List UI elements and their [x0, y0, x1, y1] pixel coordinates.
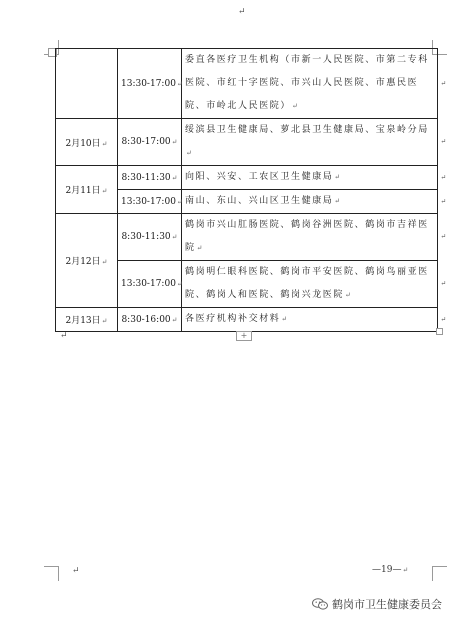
time-text: 8:30-17:00 — [121, 137, 171, 147]
table-row — [56, 214, 438, 261]
time-text: 13:30-17:00 — [121, 196, 176, 207]
table-add-row-button[interactable]: + — [236, 331, 252, 341]
units-cell[interactable]: 委直各医疗卫生机构（市新一人民医院、市第二专科医院、市红十字医院、市兴山人民医院、市惠民医院、市岭北人民医院）↵ ↵ — [182, 49, 438, 119]
wechat-icon — [312, 598, 328, 610]
time-text: 13:30-17:00 — [121, 279, 176, 289]
row-end-mark: ↵ — [440, 137, 448, 146]
row-end-mark: ↵ — [440, 279, 448, 288]
row-end-mark: ↵ — [440, 197, 448, 205]
units-text: 南山、东山、兴山区卫生健康局 — [185, 196, 334, 206]
watermark-text: 鹤岗市卫生健康委员会 — [332, 598, 442, 611]
units-cell[interactable]: 鹤岗明仁眼科医院、鹤岗市平安医院、鹤岗鸟丽亚医院、鹤岗人和医院、鹤岗兴龙医院↵ ↵ — [182, 261, 438, 308]
row-end-mark: ↵ — [440, 79, 448, 87]
date-text: 2月13日 — [65, 316, 101, 326]
date-cell[interactable]: 2月10日↵ — [56, 119, 118, 166]
date-cell[interactable] — [56, 49, 118, 119]
row-end-mark: ↵ — [440, 315, 448, 323]
paragraph-mark-footer: ↵ — [72, 566, 80, 576]
date-text: 2月11日 — [65, 186, 101, 196]
units-cell[interactable]: 鹤岗市兴山肛肠医院、鹤岗谷洲医院、鹤岗市吉祥医院↵ ↵ — [182, 214, 438, 261]
time-text: 8:30-11:30 — [121, 172, 171, 183]
crop-mark-bottom-right — [432, 566, 447, 581]
time-cell[interactable]: 13:30-17:00↵ — [118, 49, 182, 119]
units-text: 向阳、兴安、工农区卫生健康局 — [185, 172, 334, 182]
time-cell[interactable]: 13:30-17:00↵ — [118, 190, 182, 214]
paragraph-mark-after-table: ↵ — [60, 331, 68, 341]
schedule-table — [55, 48, 448, 332]
units-cell[interactable]: 绥滨县卫生健康局、萝北县卫生健康局、宝泉岭分局↵ ↵ — [182, 119, 438, 166]
source-watermark — [312, 596, 442, 612]
units-cell[interactable]: 各医疗机构补交材料↵ ↵ — [182, 308, 438, 332]
time-cell[interactable]: 8:30-11:30↵ — [118, 166, 182, 190]
time-text: 8:30-11:30 — [121, 232, 171, 242]
units-text: 绥滨县卫生健康局、萝北县卫生健康局、宝泉岭分局 — [185, 125, 429, 135]
units-cell[interactable]: 向阳、兴安、工农区卫生健康局↵ ↵ — [182, 166, 438, 190]
table-resize-handle[interactable] — [436, 328, 443, 335]
paragraph-mark-top: ↵ — [238, 7, 246, 17]
table-row — [56, 308, 438, 332]
units-text: 鹤岗市兴山肛肠医院、鹤岗谷洲医院、鹤岗市吉祥医院 — [185, 220, 429, 253]
page-number: —19—↵ — [372, 565, 409, 575]
row-end-mark: ↵ — [440, 232, 448, 241]
row-end-mark: ↵ — [440, 173, 448, 181]
date-text: 2月12日 — [65, 257, 101, 267]
time-cell[interactable]: 8:30-11:30↵ — [118, 214, 182, 261]
date-text: 2月10日 — [65, 138, 101, 149]
time-cell[interactable]: 13:30-17:00↵ — [118, 261, 182, 308]
date-cell[interactable]: 2月11日↵ — [56, 166, 118, 214]
date-cell[interactable]: 2月13日↵ — [56, 308, 118, 332]
time-text: 13:30-17:00 — [121, 78, 176, 89]
crop-mark-bottom-left — [44, 566, 59, 581]
time-cell[interactable]: 8:30-17:00↵ — [118, 119, 182, 166]
units-cell[interactable]: 南山、东山、兴山区卫生健康局↵ ↵ — [182, 190, 438, 214]
units-text: 各医疗机构补交材料 — [185, 314, 281, 324]
table-row — [56, 49, 438, 119]
units-text: 鹤岗明仁眼科医院、鹤岗市平安医院、鹤岗鸟丽亚医院、鹤岗人和医院、鹤岗兴龙医院 — [185, 267, 429, 300]
table-row — [56, 119, 438, 166]
table-row — [56, 166, 438, 190]
date-cell[interactable]: 2月12日↵ — [56, 214, 118, 308]
time-cell[interactable]: 8:30-16:00↵ — [118, 308, 182, 332]
time-text: 8:30-16:00 — [121, 314, 171, 325]
units-text: 委直各医疗卫生机构（市新一人民医院、市第二专科医院、市红十字医院、市兴山人民医院、市惠民医院、市岭北人民医院） — [185, 55, 429, 111]
